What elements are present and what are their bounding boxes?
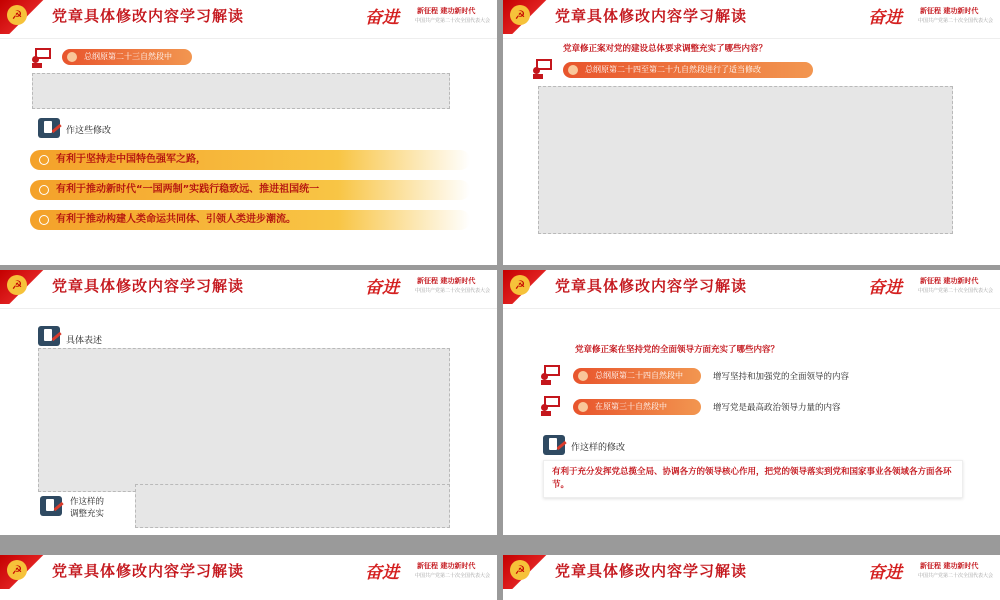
event-logo	[868, 5, 994, 28]
edit-book-icon	[543, 435, 565, 455]
detailed-text-box	[38, 348, 450, 492]
header-divider	[503, 38, 1000, 39]
adjust-label: 作这样的 调整充实	[70, 497, 105, 519]
question-heading: 党章修正案在坚持党的全面领导方面充实了哪些内容？	[575, 345, 780, 355]
slide-title: 党章具体修改内容学习解读	[555, 277, 748, 295]
logo-slogan: 新征程 建功新时代	[920, 277, 979, 285]
logo-slogan: 新征程 建功新时代	[920, 7, 979, 15]
logo-big-text: 奋进	[868, 278, 902, 298]
logo-subtitle: 中国共产党第二十次全国代表大会	[415, 288, 491, 294]
slide-header	[0, 0, 497, 40]
slide-6[interactable]	[503, 555, 1000, 600]
slide-title: 党章具体修改内容学习解读	[52, 7, 245, 25]
event-logo	[868, 560, 994, 583]
logo-subtitle: 中国共产党第二十次全国代表大会	[918, 573, 994, 579]
summary-box: 有利于充分发挥党总揽全局、协调各方的领导核心作用，把党的领导落实到党和国家事业各领域各方面各环节。	[543, 460, 963, 498]
section-pill: 总纲原第二十四至第二十九自然段进行了适当修改	[563, 62, 813, 78]
event-logo	[365, 560, 491, 583]
party-flag	[0, 555, 44, 589]
slide-header	[503, 555, 1000, 595]
header-divider	[0, 38, 497, 39]
slide-title: 党章具体修改内容学习解读	[52, 562, 245, 580]
logo-slogan: 新征程 建功新时代	[920, 562, 979, 570]
row-description: 增写坚持和加强党的全面领导的内容	[713, 372, 850, 382]
slide-title: 党章具体修改内容学习解读	[52, 277, 245, 295]
logo-slogan: 新征程 建功新时代	[417, 277, 476, 285]
slide-2[interactable]	[503, 0, 1000, 265]
section-label: 作这样的修改	[571, 443, 626, 453]
edit-book-icon	[38, 326, 60, 346]
benefit-bar-2: 有利于推动新时代“一国两制”实践行稳致远、推进祖国统一	[30, 180, 470, 200]
slide-title: 党章具体修改内容学习解读	[555, 562, 748, 580]
section-label: 作这些修改	[66, 126, 112, 136]
event-logo	[868, 275, 994, 298]
party-emblem-icon: ☭	[510, 5, 530, 25]
question-heading: 党章修正案对党的建设总体要求调整充实了哪些内容？	[563, 44, 768, 54]
party-flag	[503, 270, 547, 304]
slide-5[interactable]	[0, 555, 497, 600]
logo-subtitle: 中国共产党第二十次全国代表大会	[415, 573, 491, 579]
party-flag	[0, 0, 44, 34]
header-divider	[0, 308, 497, 309]
logo-big-text: 奋进	[365, 563, 399, 583]
slide-header	[503, 0, 1000, 40]
logo-big-text: 奋进	[868, 563, 902, 583]
logo-subtitle: 中国共产党第二十次全国代表大会	[918, 288, 994, 294]
section-label: 具体表述	[66, 336, 103, 346]
benefit-bar-1: 有利于坚持走中国特色强军之路，	[30, 150, 470, 170]
slide-header	[503, 270, 1000, 310]
teacher-icon	[533, 57, 555, 79]
party-emblem-icon: ☭	[510, 560, 530, 580]
logo-big-text: 奋进	[868, 8, 902, 28]
slide-3[interactable]	[0, 270, 497, 535]
adjust-reason-box	[135, 484, 450, 528]
amendment-text-box	[32, 73, 450, 109]
amendment-text-box	[538, 86, 953, 234]
header-divider	[503, 308, 1000, 309]
party-emblem-icon: ☭	[510, 275, 530, 295]
slide-header	[0, 270, 497, 310]
event-logo	[365, 5, 491, 28]
logo-subtitle: 中国共产党第二十次全国代表大会	[918, 18, 994, 24]
section-pill: 在原第三十自然段中	[573, 399, 701, 415]
row-description: 增写党是最高政治领导力量的内容	[713, 403, 841, 413]
party-flag	[0, 270, 44, 304]
edit-book-icon	[38, 118, 60, 138]
slide-title: 党章具体修改内容学习解读	[555, 7, 748, 25]
section-pill: 总纲原第二十三自然段中	[62, 49, 192, 65]
party-flag	[503, 555, 547, 589]
slide-4[interactable]	[503, 270, 1000, 535]
edit-book-icon	[40, 496, 62, 516]
logo-slogan: 新征程 建功新时代	[417, 562, 476, 570]
logo-subtitle: 中国共产党第二十次全国代表大会	[415, 18, 491, 24]
party-emblem-icon: ☭	[7, 5, 27, 25]
teacher-icon	[541, 363, 563, 385]
logo-big-text: 奋进	[365, 8, 399, 28]
event-logo	[365, 275, 491, 298]
party-flag	[503, 0, 547, 34]
logo-slogan: 新征程 建功新时代	[417, 7, 476, 15]
slide-1[interactable]	[0, 0, 497, 265]
benefit-bar-3: 有利于推动构建人类命运共同体、引领人类进步潮流。	[30, 210, 470, 230]
teacher-icon	[541, 394, 563, 416]
slide-header	[0, 555, 497, 595]
party-emblem-icon: ☭	[7, 560, 27, 580]
section-pill: 总纲原第二十四自然段中	[573, 368, 701, 384]
logo-big-text: 奋进	[365, 278, 399, 298]
teacher-icon	[32, 46, 54, 68]
party-emblem-icon: ☭	[7, 275, 27, 295]
